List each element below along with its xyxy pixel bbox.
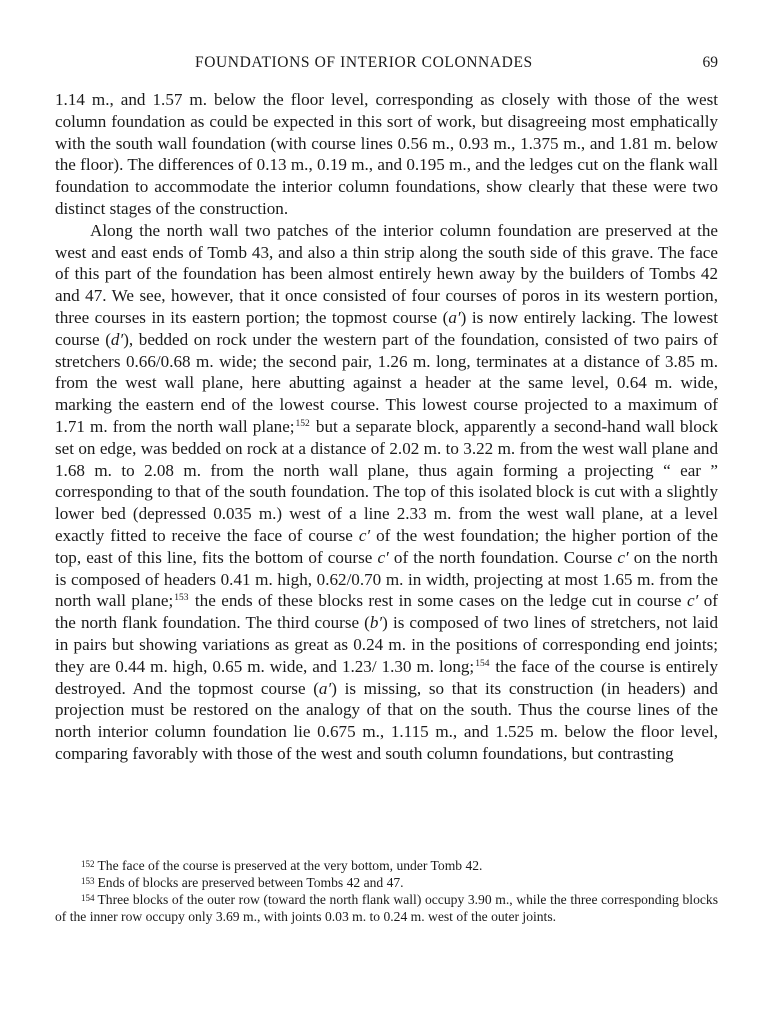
paragraph-2 bbox=[55, 220, 718, 765]
footnote-text: Ends of blocks are preserved between Tombs 42 and 47. bbox=[97, 875, 404, 891]
footnote-ref-154[interactable]: 154 bbox=[475, 658, 490, 669]
running-title: FOUNDATIONS OF INTERIOR COLONNADES bbox=[195, 54, 533, 71]
text-segment: but a separate block, apparently a second-hand wall block set on edge, was bedded on rock at a distance of 2.02 m. to 3.22 m. from the west wall plane and 1.68 m. to 2.08 m. from the north wall plane, thus again forming a projecting “ ear ” corresponding to that of the south foundation. The top of this isolated block is cut with a slightly lower bed (depressed 0.035 m.) west of a line 2.33 m. from the west wall plane, at a level exactly fitted to receive the face of course bbox=[55, 416, 718, 545]
footnote-152 bbox=[55, 857, 718, 874]
course-label: c′ bbox=[358, 525, 371, 545]
text-segment: of the west foundation; the higher portion of the top, east of this line, fits the bottom of course bbox=[55, 525, 718, 567]
text-segment: on the north is composed of headers 0.41 m. high, 0.62/0.70 m. in width, projecting at most 1.65 m. from the north wall plane; bbox=[55, 547, 718, 611]
page-number: 69 bbox=[702, 54, 718, 71]
text-segment: of the north foundation. Course bbox=[393, 547, 613, 567]
course-label: d′ bbox=[110, 329, 124, 349]
text-segment: the face of the course is entirely destroyed. And the topmost course ( bbox=[55, 656, 718, 698]
footnote-153 bbox=[55, 874, 718, 891]
text-segment: ) is now entirely lacking. The lowest course ( bbox=[55, 307, 718, 349]
footnote-text: The face of the course is preserved at the very bottom, under Tomb 42. bbox=[97, 858, 483, 873]
text-segment: of the north flank foundation. The third course ( bbox=[55, 591, 718, 633]
text-segment: ), bedded on rock under the western part of the foundation, consisted of two pairs of stretchers 0.66/0.68 m. wide; the second pair, 1.26 m. long, terminates at a distance of 3.85 m. from the west wall plane, here abutting against a header at the same level, 0.64 m. wide, marking the eastern end of the lowest course. This lowest course projected to a maximum of 1.71 m. from the north wall plane; bbox=[55, 329, 718, 436]
footnote-ref-153[interactable]: 153 bbox=[174, 593, 189, 604]
text-segment: ) is missing, so that its construction (in headers) and projection must be restored on the analogy of that on the south. Thus the course lines of the north interior column foundation lie 0.675 m., 1.115 m., and 1.525 m. below the floor level, comparing favorably with those of the west and south column foundations, but contrasting bbox=[55, 678, 718, 763]
footnote-mark: 153 bbox=[81, 876, 95, 887]
body-text bbox=[55, 89, 718, 765]
course-label: c′ bbox=[617, 547, 629, 567]
course-label: a′ bbox=[448, 307, 461, 327]
text-segment: Along the north wall two patches of the interior column foundation are preserved at the west and east ends of Tomb 43, and also a thin strip along the south side of this grave. The face of this part of the foundation has been almost entirely hewn away by the builders of Tombs 42 and 47. We see, however, that it once consisted of four courses of poros in its western portion, three courses in its eastern portion; the topmost course ( bbox=[55, 220, 718, 327]
text-segment: ) is composed of two lines of stretchers, not laid in pairs but showing variations as great as 0.24 m. in the positions of corresponding end joints; they are 0.44 m. high, 0.65 m. wide, and 1.23/ 1.30 m. long; bbox=[55, 613, 718, 676]
course-label: c′ bbox=[377, 547, 389, 567]
footnote-154 bbox=[55, 891, 718, 925]
footnote-text: Three blocks of the outer row (toward the north flank wall) occupy 3.90 m., while the three corresponding blocks of the inner row occupy only 3.69 m., with joints 0.03 m. to 0.24 m. west of the outer joints. bbox=[55, 892, 718, 925]
course-label: c′ bbox=[686, 591, 699, 611]
course-label: b′ bbox=[369, 613, 383, 633]
text-segment: the ends of these blocks rest in some cases on the ledge cut in course bbox=[194, 591, 682, 611]
paragraph-1: 1.14 m., and 1.57 m. below the floor level, corresponding as closely with those of the west column foundation as could be expected in this sort of work, but disagreeing most emphatically with the south wall foundation (with course lines 0.56 m., 0.93 m., 1.375 m., and 1.81 m. below the floor). The differences of 0.13 m., 0.19 m., and 0.195 m., and the ledges cut on the flank wall foundation to accommodate the interior column foundations, show clearly that these were two distinct stages of the construction. bbox=[55, 90, 718, 218]
footnote-mark: 152 bbox=[81, 859, 95, 869]
footnote-mark: 154 bbox=[81, 893, 95, 904]
footnote-ref-152[interactable]: 152 bbox=[295, 418, 310, 429]
course-label: a′ bbox=[318, 678, 332, 698]
running-head bbox=[55, 54, 718, 76]
footnotes bbox=[55, 857, 718, 925]
